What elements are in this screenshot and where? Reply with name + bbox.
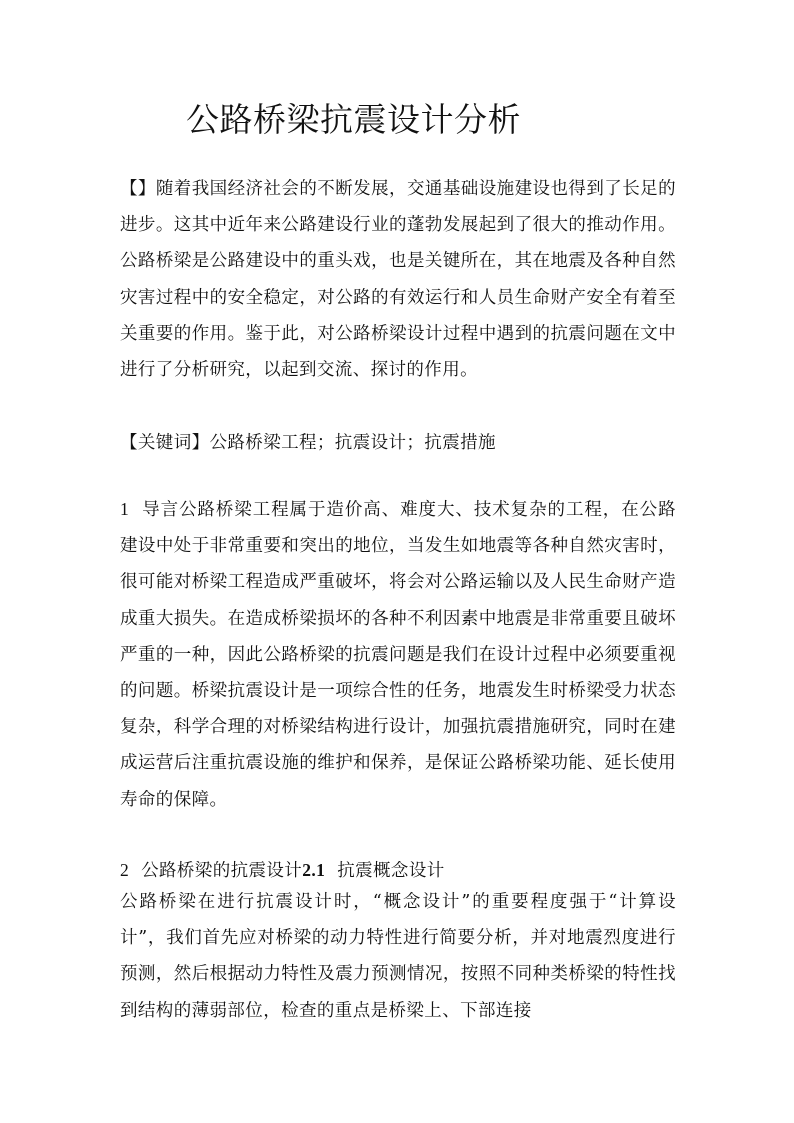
section-1-text: 导言公路桥梁工程属于造价高、难度大、技术复杂的工程，在公路建设中处于非常重要和突出的地位，当发生如地震等各种自然灾害时，很可能对桥梁工程造成严重破坏，将会对公路运输以及人民生命财产造成重大损失。在造成桥梁损坏的各种不利因素中地震是非常重要且破坏严重的一种，因此公路桥梁的抗震问题是我们在设计过程中必须要重视的问题。桥梁抗震设计是一项综合性的任务，地震发生时桥梁受力状态复杂，科学合理的对桥梁结构进行设计，加强抗震措施研究，同时在建成运营后注重抗震设施的维护和保养，是保证公路桥梁功能、延长使用寿命的保障。 xyxy=(120,500,676,810)
section-2-1-title: 抗震概念设计 xyxy=(337,861,445,881)
section-2-number: 2 xyxy=(120,860,130,880)
section-2-1-paragraph: 公路桥梁在进行抗震设计时，“概念设计”的重要程度强于“计算设计”，我们首先应对桥梁的动力特性进行简要分析，并对地震烈度进行预测，然后根据动力特性及震力预测情况，按照不同种类桥梁的特性找到结构的薄弱部位，检查的重点是桥梁上、下部连接 xyxy=(120,892,676,1021)
section-2-title: 公路桥梁的抗震设计 xyxy=(141,861,303,881)
section-1-paragraph xyxy=(120,491,676,818)
keywords-line: 【关键词】公路桥梁工程；抗震设计；抗震措施 xyxy=(120,433,496,453)
section-1-number: 1 xyxy=(120,499,130,519)
abstract-paragraph: 【】随着我国经济社会的不断发展，交通基础设施建设也得到了长足的进步。这其中近年来公路建设行业的蓬勃发展起到了很大的推动作用。公路桥梁是公路建设中的重头戏，也是关键所在，其在地震及各种自然灾害过程中的安全稳定，对公路的有效运行和人员生命财产安全有着至关重要的作用。鉴于此，对公路桥梁设计过程中遇到的抗震问题在文中进行了分析研究，以起到交流、探讨的作用。 xyxy=(120,179,676,381)
document-title: 公路桥梁抗震设计分析 xyxy=(186,100,521,139)
section-2-1-number: 2.1 xyxy=(302,860,326,880)
